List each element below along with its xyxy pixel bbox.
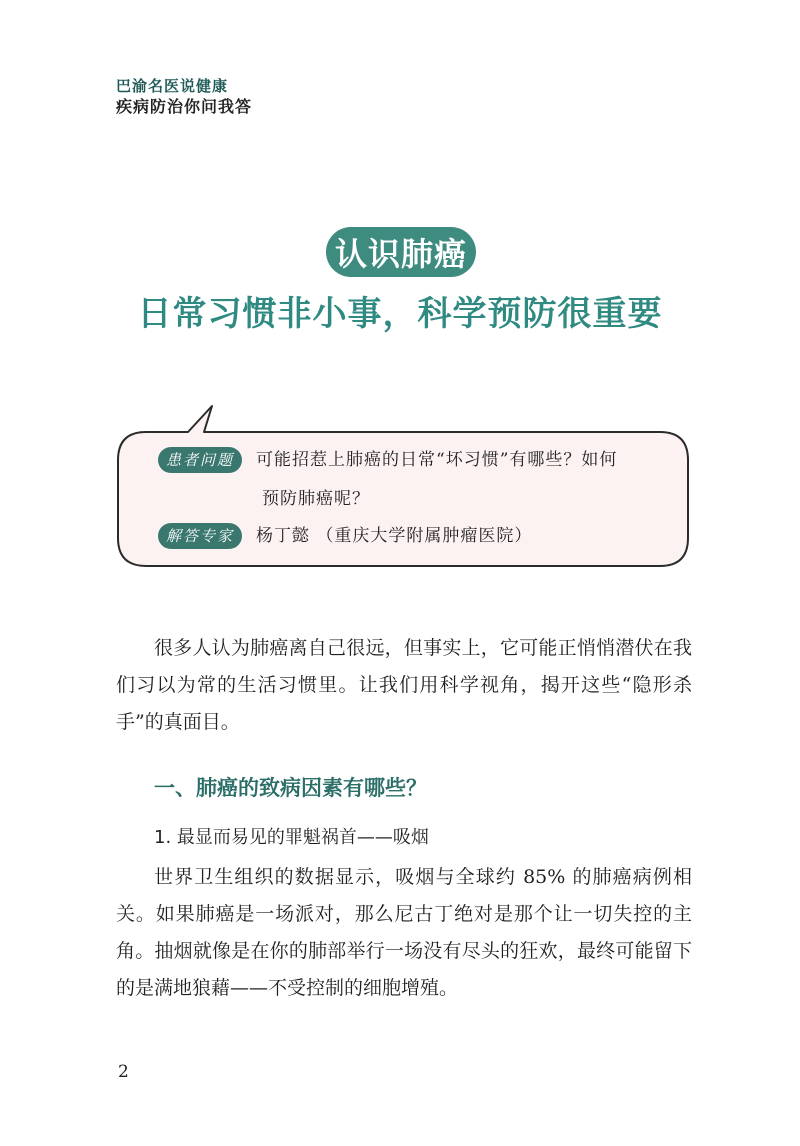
qa-question-row2: [262, 486, 370, 512]
qa-expert-row: [158, 523, 532, 549]
intro-paragraph: 很多人认为肺癌离自己很远，但事实上，它可能正悄悄潜伏在我们习以为常的生活习惯里。让我们用科学视角，揭开这些“隐形杀手”的真面目。: [116, 637, 692, 733]
series-subtitle: 疾病防治你问我答: [116, 97, 253, 116]
question-text-line2: 预防肺癌呢？: [262, 489, 370, 509]
smoking-paragraph: 世界卫生组织的数据显示，吸烟与全球约 85% 的肺癌病例相关。如果肺癌是一场派对，那么尼古丁绝对是那个让一切失控的主角。抽烟就像是在你的肺部举行一场没有尽头的狂欢，最终可能留下的是满地狼藉——不受控制的细胞增殖。: [116, 866, 692, 999]
section-heading: 一、肺癌的致病因素有哪些？: [154, 775, 427, 800]
series-title: 巴渝名医说健康: [116, 77, 229, 95]
chapter-title-pill: 认识肺癌: [326, 227, 476, 277]
qa-question-row: [158, 447, 617, 473]
chapter-main-title: 日常习惯非小事，科学预防很重要: [137, 294, 663, 334]
question-tag: 患者问题: [158, 447, 242, 473]
question-text-line1: 可能招惹上肺癌的日常“坏习惯”有哪些？如何: [256, 450, 618, 470]
subsection-heading: 1. 最显而易见的罪魁祸首——吸烟: [154, 827, 429, 848]
page-number: 2: [118, 1062, 129, 1082]
expert-text: 杨丁懿 （重庆大学附属肿瘤医院）: [256, 526, 533, 546]
expert-tag: 解答专家: [158, 523, 242, 549]
